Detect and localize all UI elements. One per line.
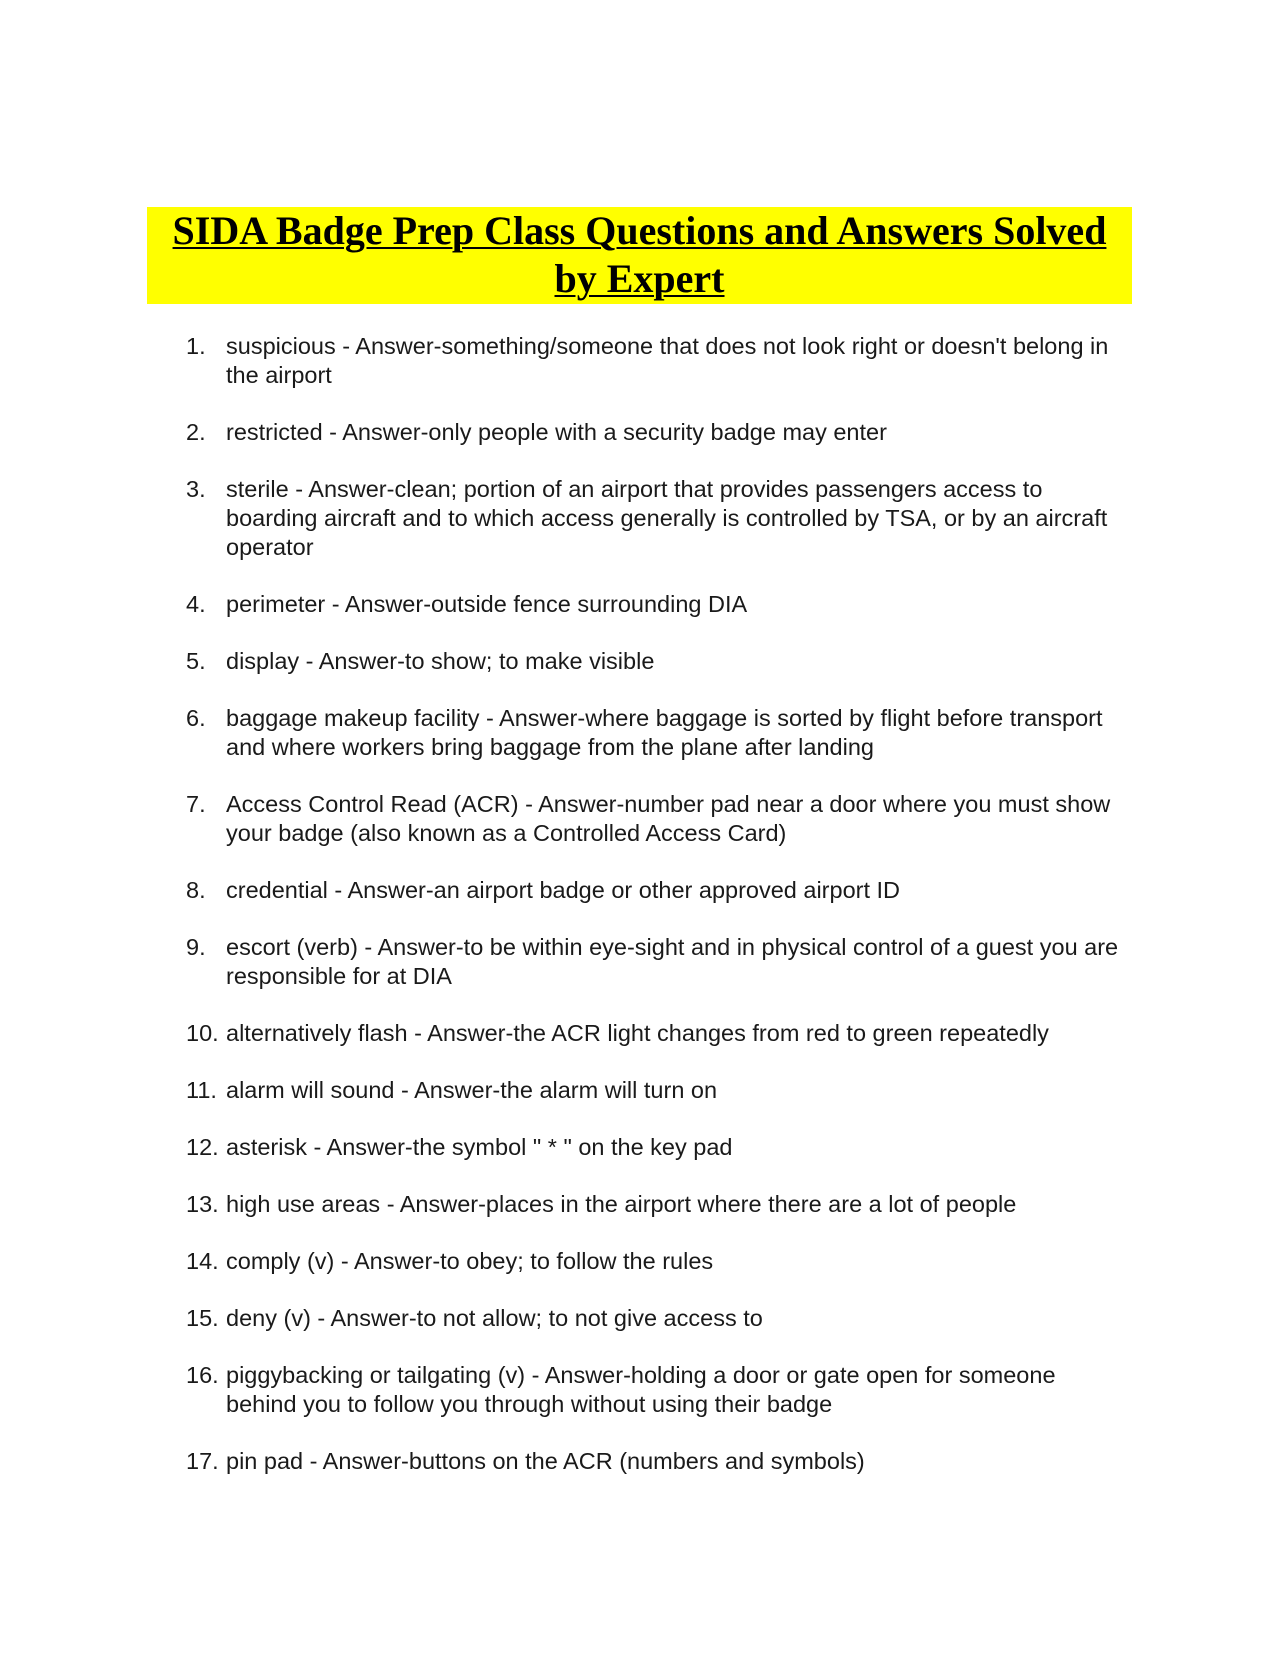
list-item [186, 1304, 1126, 1333]
list-item [186, 1076, 1126, 1105]
list-item [186, 475, 1126, 562]
item-text: pin pad - Answer-buttons on the ACR (numbers and symbols) [226, 1448, 865, 1474]
list-item [186, 418, 1126, 447]
item-number: 16. [186, 1362, 219, 1388]
item-number: 10. [186, 1020, 219, 1046]
list-item [186, 590, 1126, 619]
item-text: deny (v) - Answer-to not allow; to not give access to [226, 1305, 763, 1331]
item-text: comply (v) - Answer-to obey; to follow the rules [226, 1248, 714, 1274]
list-item [186, 1361, 1126, 1419]
item-text: Access Control Read (ACR) - Answer-number pad near a door where you must show your badge (also known as a Controlled Access Card) [226, 791, 1111, 846]
qa-list [186, 332, 1126, 1504]
list-item [186, 1247, 1126, 1276]
item-number: 9. [186, 934, 206, 960]
item-text: alarm will sound - Answer-the alarm will turn on [226, 1077, 718, 1103]
list-item [186, 1019, 1126, 1048]
item-number: 12. [186, 1134, 219, 1160]
item-text: escort (verb) - Answer-to be within eye-sight and in physical control of a guest you are responsible for at DIA [226, 934, 1119, 989]
title-highlight [147, 207, 1132, 304]
item-text: high use areas - Answer-places in the airport where there are a lot of people [226, 1191, 1017, 1217]
item-number: 6. [186, 705, 206, 731]
list-item [186, 1133, 1126, 1162]
item-number: 1. [186, 333, 206, 359]
list-item [186, 933, 1126, 991]
document-title: SIDA Badge Prep Class Questions and Answers Solved by Expert [172, 208, 1107, 301]
item-number: 8. [186, 877, 206, 903]
item-number: 17. [186, 1448, 219, 1474]
list-item [186, 1447, 1126, 1476]
list-item [186, 876, 1126, 905]
list-item [186, 1190, 1126, 1219]
item-text: alternatively flash - Answer-the ACR light changes from red to green repeatedly [226, 1020, 1049, 1046]
item-text: piggybacking or tailgating (v) - Answer-holding a door or gate open for someone behind you to follow you through without using their badge [226, 1362, 1056, 1417]
item-number: 4. [186, 591, 206, 617]
item-number: 7. [186, 791, 206, 817]
list-item [186, 790, 1126, 848]
item-text: perimeter - Answer-outside fence surrounding DIA [226, 591, 748, 617]
list-item [186, 332, 1126, 390]
list-item [186, 647, 1126, 676]
item-number: 5. [186, 648, 206, 674]
item-text: restricted - Answer-only people with a security badge may enter [226, 419, 887, 445]
item-number: 15. [186, 1305, 219, 1331]
item-text: baggage makeup facility - Answer-where baggage is sorted by flight before transport and where workers bring baggage from the plane after landing [226, 705, 1103, 760]
item-text: sterile - Answer-clean; portion of an airport that provides passengers access to boarding aircraft and to which access generally is controlled by TSA, or by an aircraft operator [226, 476, 1108, 560]
item-text: suspicious - Answer-something/someone that does not look right or doesn't belong in the airport [226, 333, 1109, 388]
list-item [186, 704, 1126, 762]
item-text: asterisk - Answer-the symbol " * " on the key pad [226, 1134, 733, 1160]
item-number: 2. [186, 419, 206, 445]
item-number: 14. [186, 1248, 219, 1274]
item-text: display - Answer-to show; to make visible [226, 648, 655, 674]
item-number: 13. [186, 1191, 219, 1217]
item-number: 3. [186, 476, 206, 502]
item-text: credential - Answer-an airport badge or other approved airport ID [226, 877, 901, 903]
item-number: 11. [186, 1077, 217, 1103]
